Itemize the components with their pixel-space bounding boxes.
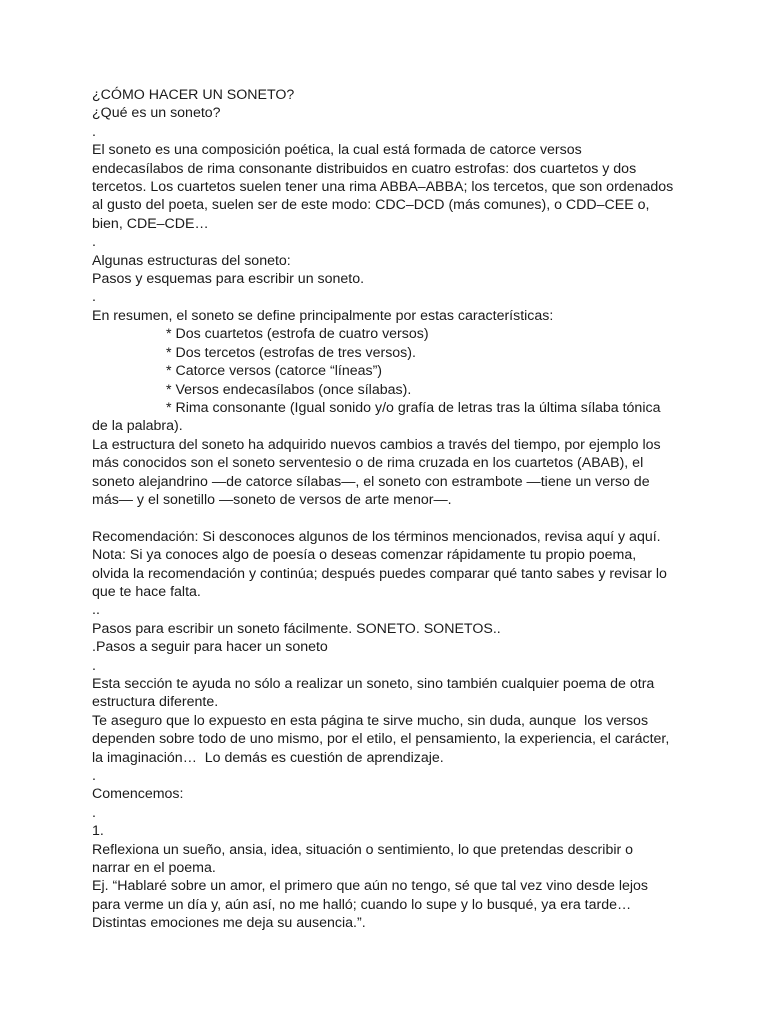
text-line: Te aseguro que lo expuesto en esta página te sirve mucho, sin duda, aunque los versos (92, 712, 649, 729)
separator-dot: . (92, 657, 96, 674)
separator-dot: . (92, 234, 96, 251)
text-line: dependen sobre todo de uno mismo, por el etilo, el pensamiento, la experiencia, el carácter, (92, 731, 670, 748)
text-line: de la palabra). (92, 418, 183, 435)
separator-dot: . (92, 804, 96, 821)
text-line: Nota: Si ya conoces algo de poesía o deseas comenzar rápidamente tu propio poema, (92, 547, 637, 564)
text-line: Ej. “Hablaré sobre un amor, el primero que aún no tengo, sé que tal vez vino desde lejos (92, 878, 649, 895)
text-line: Reflexiona un sueño, ansia, idea, situación o sentimiento, lo que pretendas describir o (92, 841, 634, 858)
text-line: Algunas estructuras del soneto: (92, 252, 291, 269)
separator-dot: . (92, 768, 96, 785)
text-line: soneto alejandrino —de catorce sílabas—, el soneto con estrambote —tiene un verso de (92, 473, 650, 490)
text-line: endecasílabos de rima consonante distribuidos en cuatro estrofas: dos cuartetos y dos (92, 160, 637, 177)
text-line: Pasos para escribir un soneto fácilmente. SONETO. SONETOS.. (92, 620, 501, 637)
text-line: .Pasos a seguir para hacer un soneto (92, 639, 328, 656)
bullet-item: * Dos cuartetos (estrofa de cuatro versos) (166, 326, 429, 343)
bullet-item: * Versos endecasílabos (once sílabas). (166, 381, 412, 398)
separator-dot: . (92, 123, 96, 140)
text-line: para verme un día y, aún así, no me halló; cuando lo supe y lo busqué, ya era tarde… (92, 896, 632, 913)
text-line: que te hace falta. (92, 583, 201, 600)
text-line: la imaginación… Lo demás es cuestión de aprendizaje. (92, 749, 444, 766)
text-line: más conocidos son el soneto serventesio o de rima cruzada en los cuartetos (ABAB), el (92, 455, 644, 472)
doc-title: ¿CÓMO HACER UN SONETO? (92, 87, 295, 103)
text-line: estructura diferente. (92, 694, 219, 711)
text-line: bien, CDE–CDE… (92, 215, 209, 232)
text-line: más— y el sonetillo —soneto de versos de arte menor—. (92, 491, 452, 508)
text-line: narrar en el poema. (92, 860, 216, 877)
text-line: Comencemos: (92, 786, 184, 803)
blank-line (92, 509, 712, 527)
bullet-item: * Rima consonante (Igual sonido y/o grafía de letras tras la última sílaba tónica (166, 399, 661, 416)
bullet-item: * Catorce versos (catorce “líneas”) (166, 363, 383, 380)
separator-dot: .. (92, 602, 100, 619)
text-line: La estructura del soneto ha adquirido nuevos cambios a través del tiempo, por ejemplo los (92, 436, 661, 453)
text-line: En resumen, el soneto se define principalmente por estas características: (92, 307, 554, 324)
bullet-item: * Dos tercetos (estrofas de tres versos). (166, 344, 416, 361)
step-number: 1. (92, 823, 104, 840)
text-line: olvida la recomendación y continúa; después puedes comparar qué tanto sabes y revisar lo (92, 565, 667, 582)
document-page (92, 86, 712, 933)
doc-subtitle: ¿Qué es un soneto? (92, 105, 221, 122)
text-line: Recomendación: Si desconoces algunos de los términos mencionados, revisa aquí y aquí. (92, 528, 661, 545)
text-line: Distintas emociones me deja su ausencia.”. (92, 915, 366, 932)
text-line: Esta sección te ayuda no sólo a realizar un soneto, sino también cualquier poema de otra (92, 675, 655, 692)
separator-dot: . (92, 289, 96, 306)
text-line: al gusto del poeta, suelen ser de este modo: CDC–DCD (más comunes), o CDD–CEE o, (92, 197, 650, 214)
text-line: tercetos. Los cuartetos suelen tener una rima ABBA–ABBA; los tercetos, que son ordenados (92, 179, 674, 196)
text-line: Pasos y esquemas para escribir un soneto. (92, 271, 365, 288)
text-line: El soneto es una composición poética, la cual está formada de catorce versos (92, 142, 582, 159)
